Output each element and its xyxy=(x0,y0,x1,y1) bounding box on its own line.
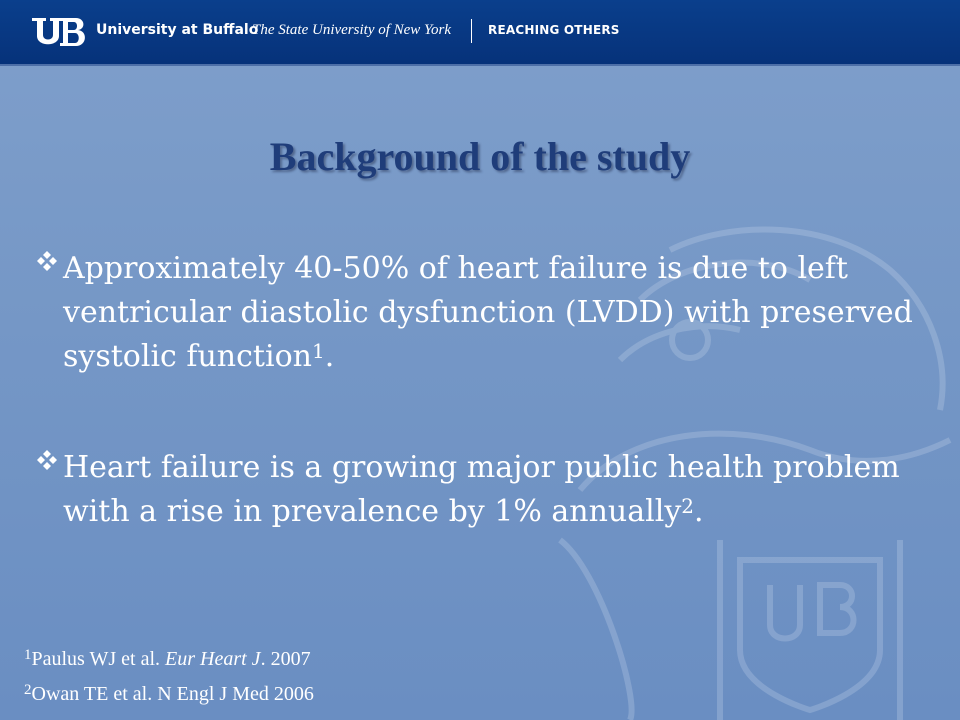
bullet-item xyxy=(36,247,936,379)
ub-logo-icon xyxy=(30,14,88,50)
diamond-bullet-icon xyxy=(36,250,58,272)
reference-1 xyxy=(24,648,311,671)
bullet-text-end: . xyxy=(324,339,335,374)
reference-number: 1 xyxy=(24,647,32,663)
bullet-item xyxy=(36,446,936,534)
university-name: University at Buffalo xyxy=(96,22,259,38)
reference-authors: Paulus WJ et al. xyxy=(31,648,166,670)
diamond-bullet-icon xyxy=(36,449,58,471)
bullet-text xyxy=(63,247,936,379)
bullet-text-body: Heart failure is a growing major public health problem with a rise in prevalence by 1% annually xyxy=(63,450,900,529)
header-divider xyxy=(471,19,472,43)
reference-year: . 2007 xyxy=(260,648,311,670)
university-motto: REACHING OTHERS xyxy=(488,23,620,37)
bullet-text xyxy=(63,446,936,534)
university-tagline: The State University of New York xyxy=(252,22,452,38)
slide-title: Background of the study xyxy=(269,134,691,179)
reference-2 xyxy=(24,683,314,706)
reference-number: 2 xyxy=(24,682,32,698)
header-bar xyxy=(0,0,960,66)
citation-marker: 2 xyxy=(681,494,695,518)
bullet-text-end: . xyxy=(694,494,704,529)
reference-text: Owan TE et al. N Engl J Med 2006 xyxy=(31,683,314,705)
reference-journal: Eur Heart J xyxy=(165,648,261,670)
bullet-text-body: Approximately 40-50% of heart failure is due to left ventricular diastolic dysfunction (LVDD) with preserved systolic function xyxy=(63,251,913,374)
citation-marker: 1 xyxy=(311,339,325,363)
